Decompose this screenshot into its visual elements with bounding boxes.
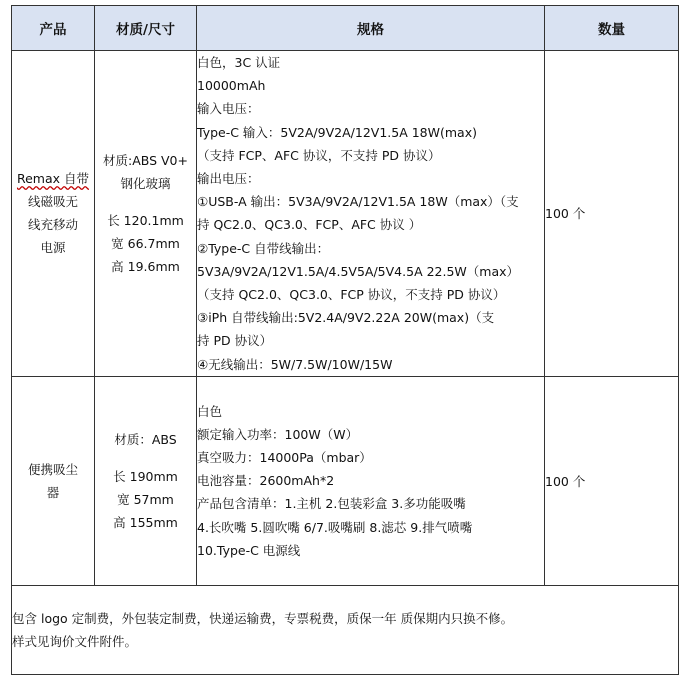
material-line: 材质:ABS V0+ bbox=[102, 152, 188, 168]
header-row bbox=[12, 6, 679, 51]
material-line: 钢化玻璃 bbox=[120, 175, 171, 191]
spec-line: （支持 FCP、AFC 协议，不支持 PD 协议） bbox=[197, 147, 441, 163]
spec-line: 真空吸力：14000Pa（mbar） bbox=[197, 450, 372, 466]
spec-line: 输入电压： bbox=[197, 101, 260, 117]
spec-line: 持 PD 协议） bbox=[197, 333, 273, 349]
spec-line: 4.长吹嘴 5.圆吹嘴 6/7.吸嘴刷 8.滤芯 9.排气喷嘴 bbox=[197, 519, 473, 535]
spec-cell bbox=[197, 51, 545, 377]
spec-line: 输出电压： bbox=[197, 171, 260, 187]
material-line: 材质：ABS bbox=[114, 431, 177, 447]
spec-line: 白色 bbox=[197, 403, 223, 419]
spec-cell bbox=[197, 376, 545, 585]
size-line: 宽 66.7mm bbox=[111, 235, 180, 251]
material-cell bbox=[95, 376, 197, 585]
note-cell bbox=[12, 585, 679, 674]
table-row-power-bank bbox=[12, 51, 679, 377]
product-line: 线磁吸无 bbox=[27, 194, 78, 210]
size-line: 高 155mm bbox=[113, 514, 178, 530]
table-row-note bbox=[12, 585, 679, 674]
size-line: 宽 57mm bbox=[117, 491, 174, 507]
header-material: 材质/尺寸 bbox=[95, 6, 197, 51]
spec-line: ③iPh 自带线输出:5V2.4A/9V2.22A 20W(max)（支 bbox=[197, 310, 495, 326]
spec-line: 白色，3C 认证 bbox=[197, 55, 281, 70]
header-qty: 数量 bbox=[545, 6, 679, 51]
product-line: 器 bbox=[46, 484, 60, 500]
note-line: 包含 logo 定制费，外包装定制费，快递运输费，专票税费，质保一年 质保期内只换不修。 bbox=[12, 610, 514, 626]
product-line: 线充移动 bbox=[27, 217, 78, 233]
note-line: 样式见询价文件附件。 bbox=[12, 633, 138, 649]
size-line: 高 19.6mm bbox=[111, 258, 180, 274]
table-row-vacuum bbox=[12, 376, 679, 585]
spec-line: 产品包含清单：1.主机 2.包装彩盒 3.多功能吸嘴 bbox=[197, 496, 466, 512]
qty-cell: 100 个 bbox=[545, 376, 679, 585]
size-line: 长 190mm bbox=[113, 468, 178, 484]
spec-line: 电池容量：2600mAh*2 bbox=[197, 473, 335, 489]
header-product: 产品 bbox=[12, 6, 95, 51]
spec-line: 5V3A/9V2A/12V1.5A/4.5V5A/5V4.5A 22.5W（max） bbox=[197, 263, 520, 279]
qty-cell: 100 个 bbox=[545, 51, 679, 377]
spec-line: 10000mAh bbox=[197, 78, 266, 94]
size-line: 长 120.1mm bbox=[107, 212, 184, 228]
material-cell bbox=[95, 51, 197, 377]
product-cell bbox=[12, 51, 95, 377]
product-spec-table bbox=[11, 5, 679, 675]
spec-line: 额定输入功率：100W（W） bbox=[197, 426, 359, 442]
spec-line: ①USB-A 输出：5V3A/9V2A/12V1.5A 18W（max）（支 bbox=[197, 194, 519, 210]
product-line: 便携吸尘 bbox=[27, 461, 78, 477]
spec-line: 10.Type-C 电源线 bbox=[197, 542, 301, 558]
product-line: 电源 bbox=[40, 240, 66, 256]
spec-line: ②Type-C 自带线输出： bbox=[197, 240, 330, 256]
header-spec: 规格 bbox=[197, 6, 545, 51]
spec-line: （支持 QC2.0、QC3.0、FCP 协议，不支持 PD 协议） bbox=[197, 287, 506, 303]
spec-line: 持 QC2.0、QC3.0、FCP、AFC 协议 ） bbox=[197, 217, 422, 233]
product-cell bbox=[12, 376, 95, 585]
spec-line: Type-C 输入：5V2A/9V2A/12V1.5A 18W(max) bbox=[197, 124, 477, 140]
spec-line: ④无线输出：5W/7.5W/10W/15W bbox=[197, 356, 393, 372]
product-line: Remax 自带 bbox=[16, 171, 90, 187]
